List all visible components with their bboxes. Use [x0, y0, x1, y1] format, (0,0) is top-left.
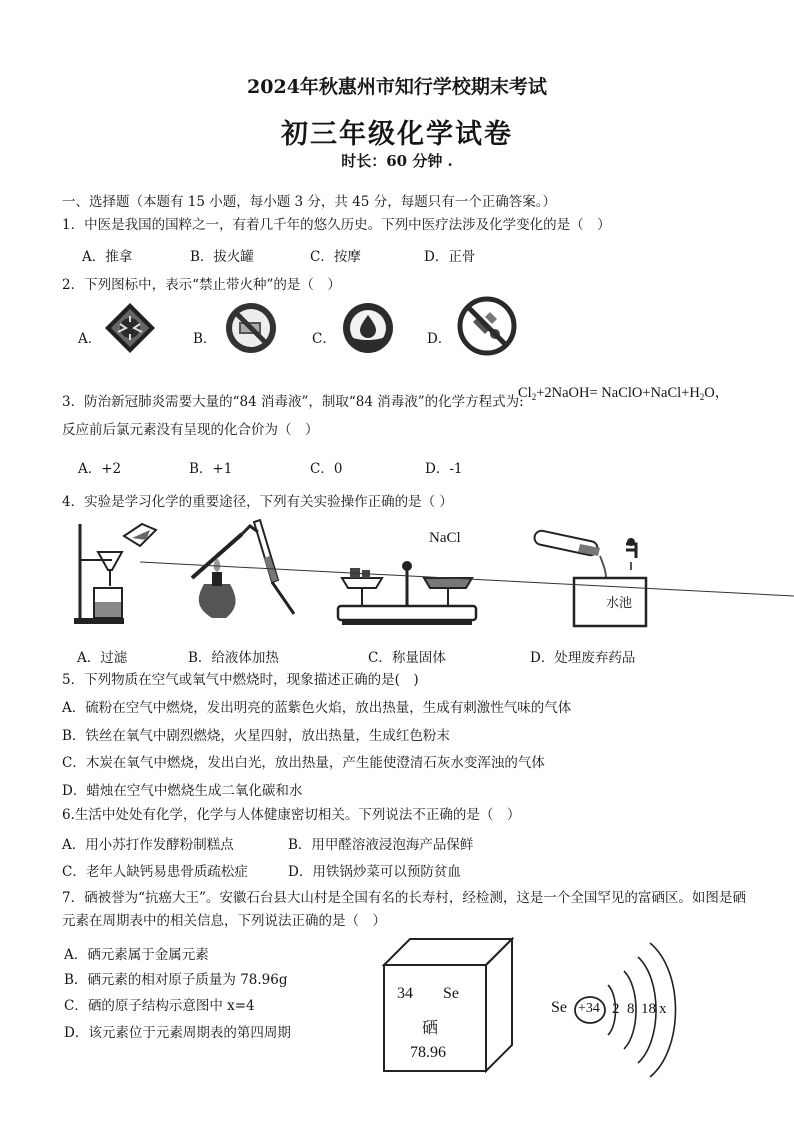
question-2-label-c: C．: [312, 331, 336, 347]
question-5-option-a: A．硫粉在空气中燃烧，发出明亮的蓝紫色火焰，放出热量，生成有刺激性气味的气体: [62, 700, 572, 716]
question-2-label-a: A．: [78, 331, 102, 347]
question-5-option-b: B．铁丝在氧气中剧烈燃烧，火星四射，放出热量，生成红色粉末: [62, 728, 450, 744]
question-1-option-d: D．正骨: [424, 249, 476, 265]
no-lighters-icon: [457, 296, 517, 356]
question-6-option-c: C．老年人缺钙易患骨质疏松症: [62, 864, 248, 880]
question-7-stem: 7．硒被誉为“抗癌大王”。安徽石台县大山村是全国有名的长寿村，经检测，这是一个全国罕见的富硒区。如图是硒: [62, 890, 746, 906]
question-2-label-d: D．: [427, 331, 452, 347]
question-3-option-d: D．-1: [425, 461, 463, 477]
formula-part-o: O: [704, 385, 715, 401]
formula-subscript-1: 2: [531, 392, 537, 402]
question-5-option-c: C．木炭在氧气中燃烧，发出白光，放出热量，产生能使澄清石灰水变浑浊的气体: [62, 755, 545, 771]
question-3-option-b: B．+1: [189, 461, 233, 477]
question-1-option-b: B．拔火罐: [190, 249, 254, 265]
question-4-stem: 4．实验是学习化学的重要途径，下列有关实验操作正确的是（ ）: [62, 494, 453, 510]
element-atomic-mass: 78.96: [410, 1044, 446, 1061]
atom-nucleus-charge: +34: [578, 1001, 600, 1016]
element-symbol: Se: [443, 985, 459, 1002]
question-5-stem: 5．下列物质在空气或氧气中燃烧时，现象描述正确的是( ): [62, 672, 419, 688]
question-3-option-a: A．+2: [78, 461, 122, 477]
electron-shells-arcs: [600, 935, 710, 1085]
formula-subscript-2: 2: [699, 392, 705, 402]
question-7-option-c: C．硒的原子结构示意图中 x=4: [64, 998, 255, 1014]
formula-part-middle: +2NaOH= NaClO+NaCl+H: [536, 385, 700, 401]
water-sign-icon: [341, 301, 395, 355]
question-1-stem: 1．中医是我国的国粹之一，有着几千年的悠久历史。下列中医疗法涉及化学变化的是（ ）: [62, 217, 611, 233]
question-3-stem-2: 反应前后氯元素没有呈现的化合价为（ ）: [62, 422, 319, 438]
question-6-option-a: A．用小苏打作发酵粉制糕点: [62, 837, 234, 853]
question-7-option-b: B．硒元素的相对原子质量为 78.96g: [64, 972, 288, 988]
shell-4-electrons: x: [659, 1001, 667, 1017]
element-name: 硒: [422, 1018, 439, 1037]
question-3-option-c: C．0: [310, 461, 343, 477]
shell-2-electrons: 8: [627, 1001, 635, 1017]
question-2-label-b: B．: [193, 331, 217, 347]
question-1-option-a: A．推拿: [82, 249, 133, 265]
question-6-option-d: D．用铁锅炒菜可以预防贫血: [288, 864, 461, 880]
formula-part-cl: Cl: [518, 385, 532, 401]
shell-1-electrons: 2: [612, 1001, 620, 1017]
sink-label: 水池: [606, 596, 633, 611]
question-3-stem: 3．防治新冠肺炎需要大量的“84 消毒液”，制取“84 消毒液”的化学方程式为:: [62, 394, 524, 410]
explosive-sign-icon: [104, 302, 156, 354]
question-1-option-c: C．按摩: [310, 249, 361, 265]
exam-school-title: 2024年秋惠州市知行学校期末考试: [247, 76, 547, 98]
atom-symbol: Se: [551, 999, 567, 1016]
formula-comma: ，: [714, 385, 730, 401]
scan-line: [140, 560, 794, 600]
element-cell-box: [380, 935, 516, 1075]
shell-3-electrons: 18: [641, 1001, 656, 1017]
question-4-option-d: D．处理废弃药品: [530, 650, 636, 666]
question-5-option-d: D．蜡烛在空气中燃烧生成二氧化碳和水: [62, 783, 303, 799]
nacl-label: NaCl: [429, 530, 461, 546]
section-heading: 一、选择题（本题有 15 小题，每小题 3 分，共 45 分，每题只有一个正确答案。）: [62, 194, 556, 210]
question-3-equation: [518, 381, 729, 402]
question-4-option-b: B．给液体加热: [188, 650, 279, 666]
question-4-option-a: A．过滤: [77, 650, 128, 666]
question-4-option-c: C．称量固体: [368, 650, 446, 666]
no-fire-sources-icon: [224, 301, 278, 355]
exam-duration: 时长：60 分钟 .: [341, 152, 453, 170]
question-6-stem: 6.生活中处处有化学，化学与人体健康密切相关。下列说法不正确的是（ ）: [62, 807, 521, 823]
question-6-option-b: B．用甲醛溶液浸泡海产品保鲜: [288, 837, 474, 853]
question-7-option-d: D．该元素位于元素周期表的第四周期: [64, 1025, 291, 1041]
exam-paper-title: 初三年级化学试卷: [281, 119, 513, 150]
question-2-stem: 2．下列图标中，表示“禁止带火种”的是（ ）: [62, 277, 341, 293]
element-atomic-number: 34: [397, 985, 413, 1002]
question-7-option-a: A．硒元素属于金属元素: [64, 947, 209, 963]
question-7-stem-2: 元素在周期表中的相关信息，下列说法正确的是（ ）: [62, 913, 386, 929]
